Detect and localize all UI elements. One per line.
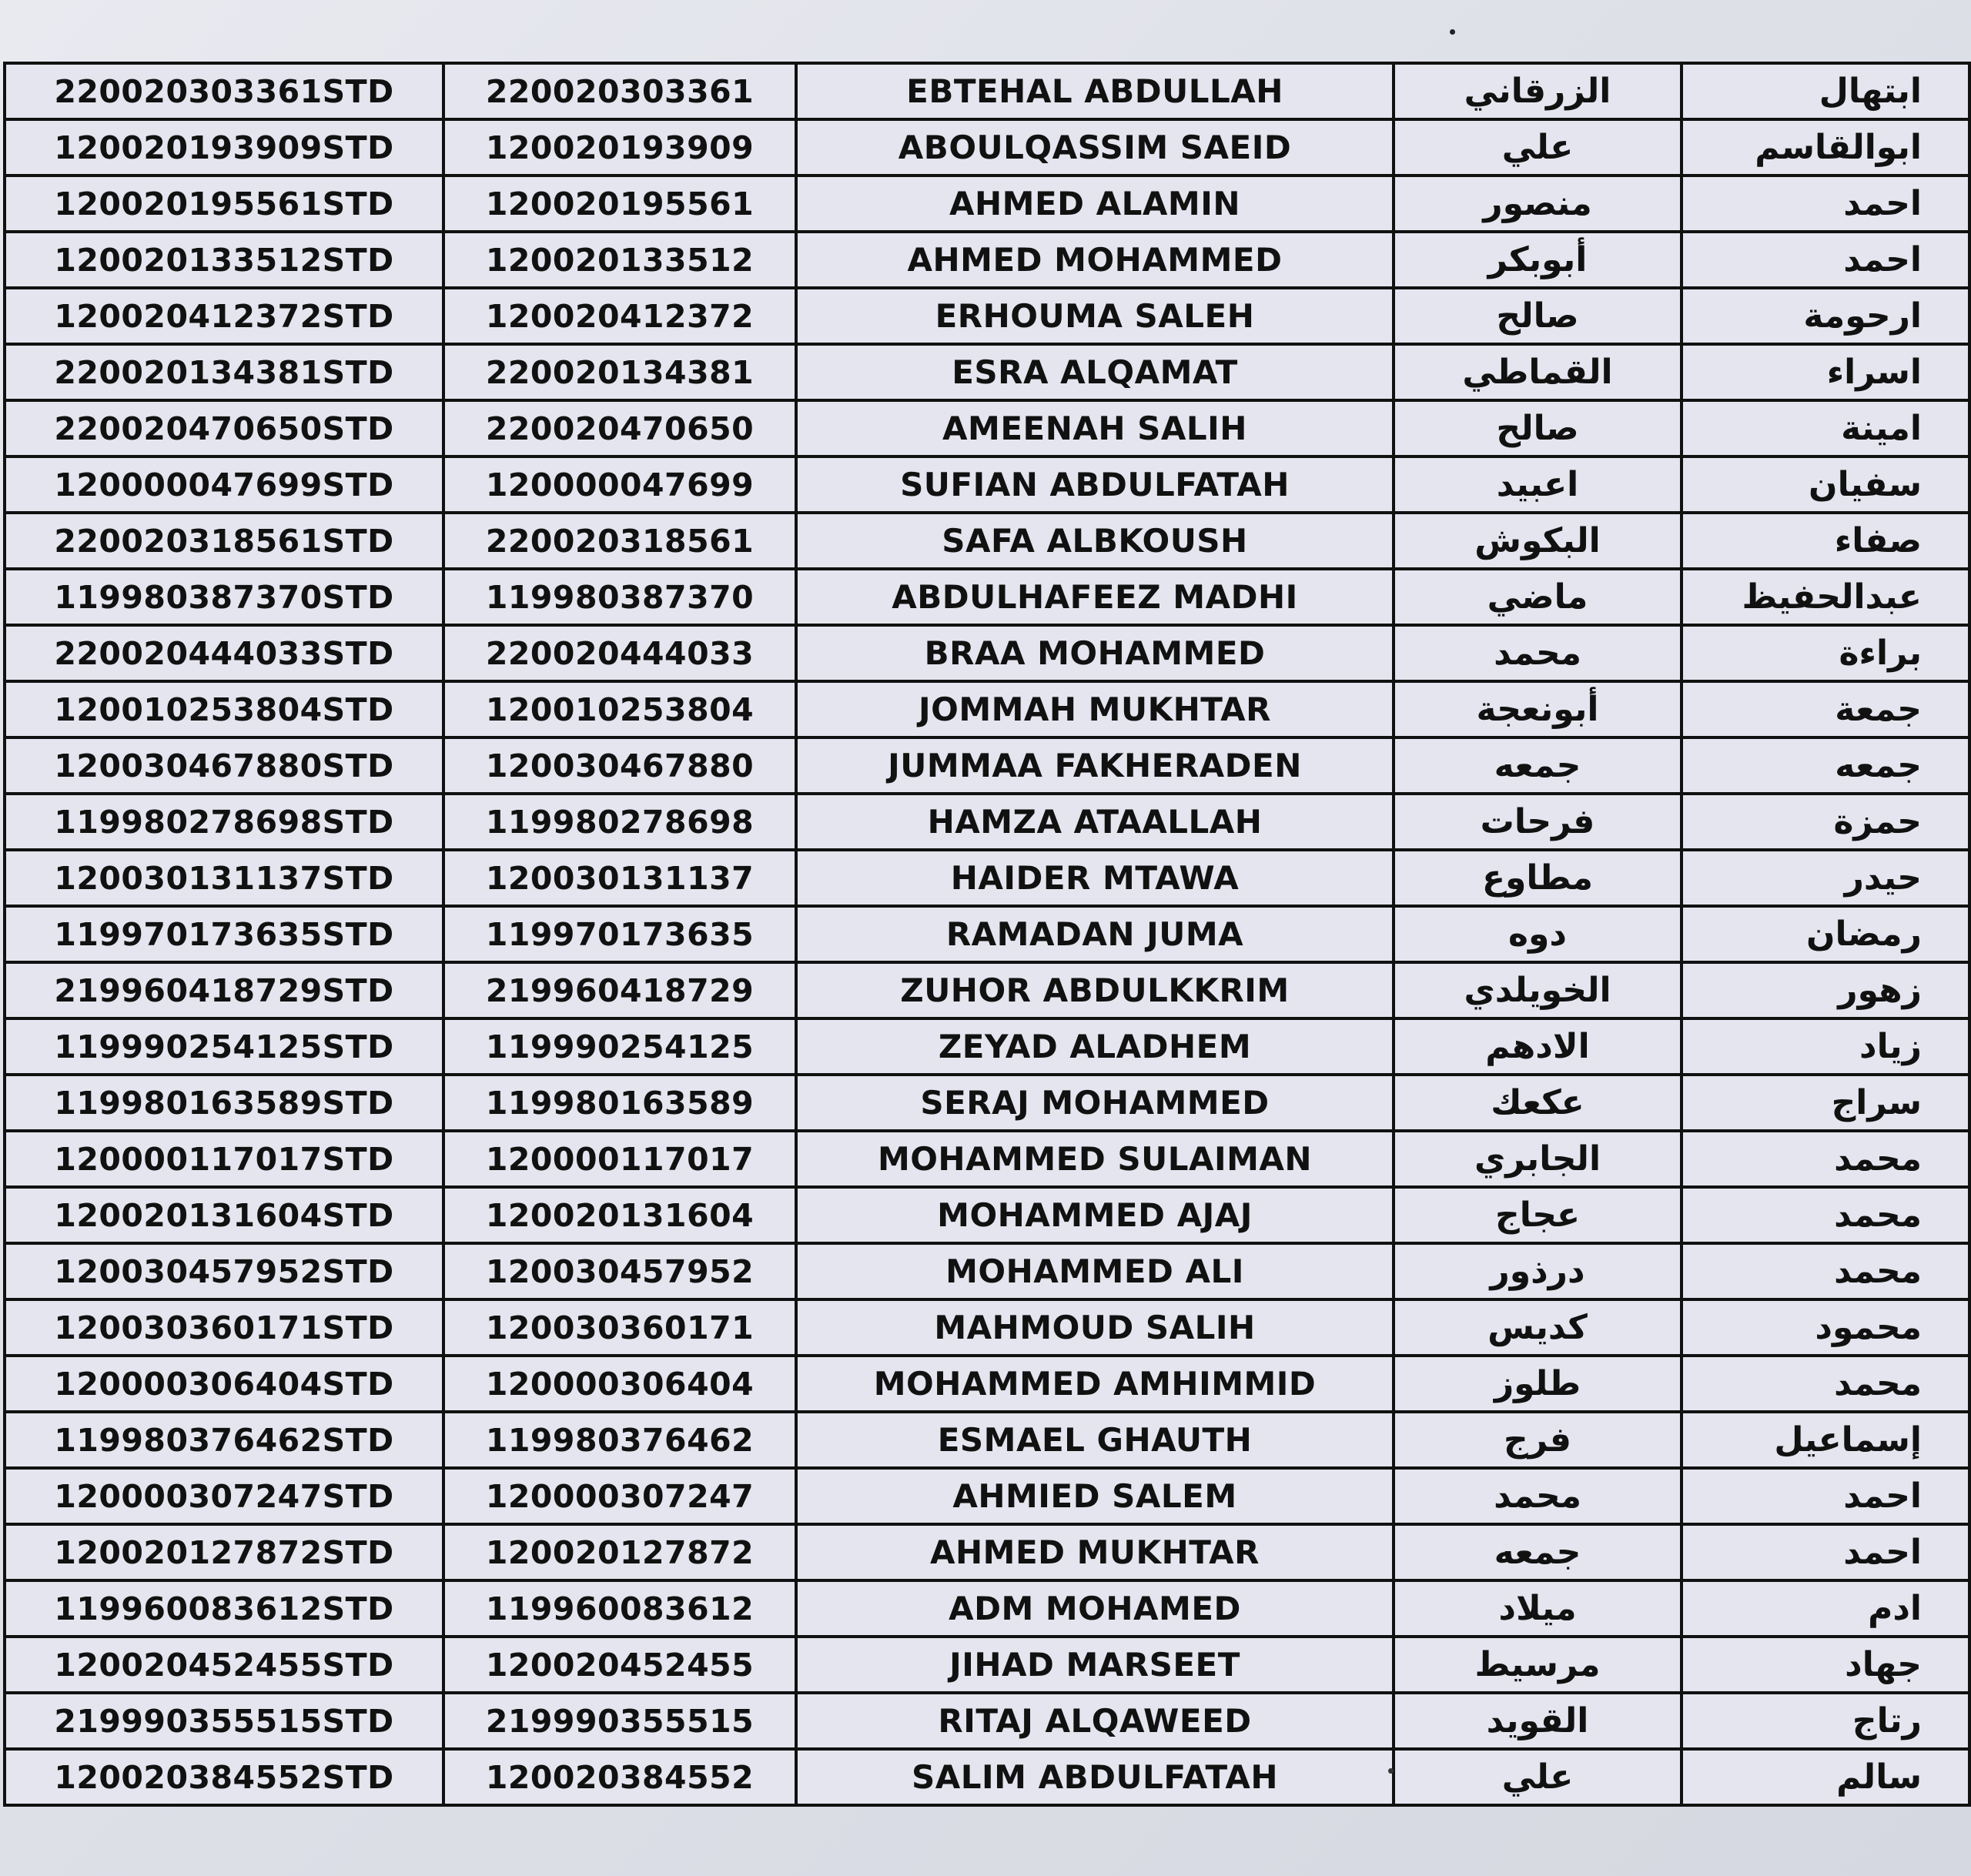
registration-number-cell: 120000306404STD	[5, 1356, 443, 1412]
registration-number-cell: 119980387370STD	[5, 569, 443, 625]
english-name-cell: ERHOUMA SALEH	[796, 288, 1394, 344]
first-name-arabic-cell: احمد	[1682, 1524, 1969, 1580]
student-id-cell: 119990254125	[443, 1018, 796, 1075]
registration-number-cell: 220020134381STD	[5, 344, 443, 400]
first-name-arabic-cell: زهور	[1682, 962, 1969, 1018]
student-id-cell: 120020193909	[443, 119, 796, 176]
english-name-cell: SAFA ALBKOUSH	[796, 513, 1394, 569]
table-row	[5, 1356, 1969, 1412]
student-id-cell: 120030360171	[443, 1299, 796, 1356]
registration-number-cell: 119960083612STD	[5, 1580, 443, 1637]
first-name-arabic-cell: حيدر	[1682, 850, 1969, 906]
first-name-arabic-cell: جمعة	[1682, 681, 1969, 737]
table-row	[5, 1580, 1969, 1637]
english-name-cell: ZEYAD ALADHEM	[796, 1018, 1394, 1075]
student-id-cell: 120020127872	[443, 1524, 796, 1580]
student-id-cell: 120010253804	[443, 681, 796, 737]
father-name-arabic-cell: عجاج	[1394, 1187, 1682, 1243]
table-row	[5, 794, 1969, 850]
registration-number-cell: 220020470650STD	[5, 400, 443, 456]
father-name-arabic-cell: مرسيط	[1394, 1637, 1682, 1693]
english-name-cell: MOHAMMED ALI	[796, 1243, 1394, 1299]
english-name-cell: JOMMAH MUKHTAR	[796, 681, 1394, 737]
first-name-arabic-cell: براءة	[1682, 625, 1969, 681]
table-row	[5, 1693, 1969, 1749]
father-name-arabic-cell: محمد	[1394, 1468, 1682, 1524]
student-id-cell: 120020195561	[443, 176, 796, 232]
father-name-arabic-cell: فرحات	[1394, 794, 1682, 850]
table-row	[5, 176, 1969, 232]
first-name-arabic-cell: جمعه	[1682, 737, 1969, 794]
father-name-arabic-cell: البكوش	[1394, 513, 1682, 569]
english-name-cell: HAIDER MTAWA	[796, 850, 1394, 906]
father-name-arabic-cell: الجابري	[1394, 1131, 1682, 1187]
father-name-arabic-cell: علي	[1394, 119, 1682, 176]
father-name-arabic-cell: محمد	[1394, 625, 1682, 681]
table-row	[5, 1524, 1969, 1580]
first-name-arabic-cell: رتاج	[1682, 1693, 1969, 1749]
table-row	[5, 1018, 1969, 1075]
registration-number-cell: 120020195561STD	[5, 176, 443, 232]
table-row	[5, 232, 1969, 288]
table-row	[5, 1131, 1969, 1187]
father-name-arabic-cell: اعبيد	[1394, 456, 1682, 513]
student-id-cell: 120020133512	[443, 232, 796, 288]
table-row	[5, 119, 1969, 176]
father-name-arabic-cell: ماضي	[1394, 569, 1682, 625]
registration-number-cell: 120020193909STD	[5, 119, 443, 176]
first-name-arabic-cell: ادم	[1682, 1580, 1969, 1637]
student-id-cell: 120020131604	[443, 1187, 796, 1243]
father-name-arabic-cell: صالح	[1394, 288, 1682, 344]
first-name-arabic-cell: ابتهال	[1682, 63, 1969, 119]
first-name-arabic-cell: حمزة	[1682, 794, 1969, 850]
registration-number-cell: 220020444033STD	[5, 625, 443, 681]
first-name-arabic-cell: امينة	[1682, 400, 1969, 456]
student-id-cell: 220020134381	[443, 344, 796, 400]
english-name-cell: JIHAD MARSEET	[796, 1637, 1394, 1693]
english-name-cell: AHMED MOHAMMED	[796, 232, 1394, 288]
english-name-cell: ADM MOHAMED	[796, 1580, 1394, 1637]
english-name-cell: RITAJ ALQAWEED	[796, 1693, 1394, 1749]
registration-number-cell: 120030360171STD	[5, 1299, 443, 1356]
first-name-arabic-cell: سراج	[1682, 1075, 1969, 1131]
student-id-cell: 120000117017	[443, 1131, 796, 1187]
father-name-arabic-cell: طلوز	[1394, 1356, 1682, 1412]
english-name-cell: MAHMOUD SALIH	[796, 1299, 1394, 1356]
first-name-arabic-cell: محمد	[1682, 1131, 1969, 1187]
father-name-arabic-cell: القويد	[1394, 1693, 1682, 1749]
student-id-cell: 119970173635	[443, 906, 796, 962]
registration-number-cell: 220020318561STD	[5, 513, 443, 569]
father-name-arabic-cell: القماطي	[1394, 344, 1682, 400]
registration-number-cell: 219960418729STD	[5, 962, 443, 1018]
english-name-cell: JUMMAA FAKHERADEN	[796, 737, 1394, 794]
registration-number-cell: 120000047699STD	[5, 456, 443, 513]
student-id-cell: 220020444033	[443, 625, 796, 681]
table-row	[5, 1468, 1969, 1524]
table-row	[5, 962, 1969, 1018]
table-row	[5, 63, 1969, 119]
registration-number-cell: 119980163589STD	[5, 1075, 443, 1131]
first-name-arabic-cell: صفاء	[1682, 513, 1969, 569]
first-name-arabic-cell: محمد	[1682, 1187, 1969, 1243]
ink-speck	[1388, 1768, 1394, 1774]
table-row	[5, 1187, 1969, 1243]
english-name-cell: AHMED ALAMIN	[796, 176, 1394, 232]
first-name-arabic-cell: ارحومة	[1682, 288, 1969, 344]
english-name-cell: ESMAEL GHAUTH	[796, 1412, 1394, 1468]
student-id-cell: 120020384552	[443, 1749, 796, 1805]
registration-number-cell: 120020127872STD	[5, 1524, 443, 1580]
english-name-cell: RAMADAN JUMA	[796, 906, 1394, 962]
father-name-arabic-cell: درذور	[1394, 1243, 1682, 1299]
father-name-arabic-cell: جمعه	[1394, 737, 1682, 794]
registration-number-cell: 120000307247STD	[5, 1468, 443, 1524]
father-name-arabic-cell: مطاوع	[1394, 850, 1682, 906]
father-name-arabic-cell: دوه	[1394, 906, 1682, 962]
table-row	[5, 400, 1969, 456]
registration-number-cell: 119980278698STD	[5, 794, 443, 850]
english-name-cell: SALIM ABDULFATAH	[796, 1749, 1394, 1805]
student-id-cell: 120030131137	[443, 850, 796, 906]
first-name-arabic-cell: سالم	[1682, 1749, 1969, 1805]
father-name-arabic-cell: أبوبكر	[1394, 232, 1682, 288]
english-name-cell: ZUHOR ABDULKKRIM	[796, 962, 1394, 1018]
father-name-arabic-cell: فرج	[1394, 1412, 1682, 1468]
table-row	[5, 513, 1969, 569]
english-name-cell: EBTEHAL ABDULLAH	[796, 63, 1394, 119]
student-id-cell: 120030467880	[443, 737, 796, 794]
ink-speck	[1450, 29, 1455, 35]
english-name-cell: AHMED MUKHTAR	[796, 1524, 1394, 1580]
table-row	[5, 1243, 1969, 1299]
registration-number-cell: 219990355515STD	[5, 1693, 443, 1749]
student-roster-table	[3, 62, 1971, 1807]
father-name-arabic-cell: كديس	[1394, 1299, 1682, 1356]
student-id-cell: 220020470650	[443, 400, 796, 456]
registration-number-cell: 120020384552STD	[5, 1749, 443, 1805]
english-name-cell: HAMZA ATAALLAH	[796, 794, 1394, 850]
father-name-arabic-cell: الادهم	[1394, 1018, 1682, 1075]
english-name-cell: BRAA MOHAMMED	[796, 625, 1394, 681]
table-row	[5, 1299, 1969, 1356]
table-row	[5, 625, 1969, 681]
english-name-cell: SUFIAN ABDULFATAH	[796, 456, 1394, 513]
table-row	[5, 850, 1969, 906]
student-id-cell: 119960083612	[443, 1580, 796, 1637]
english-name-cell: MOHAMMED SULAIMAN	[796, 1131, 1394, 1187]
student-id-cell: 120000307247	[443, 1468, 796, 1524]
registration-number-cell: 119980376462STD	[5, 1412, 443, 1468]
registration-number-cell: 119970173635STD	[5, 906, 443, 962]
student-id-cell: 120030457952	[443, 1243, 796, 1299]
first-name-arabic-cell: محمود	[1682, 1299, 1969, 1356]
table-row	[5, 569, 1969, 625]
table-row	[5, 288, 1969, 344]
english-name-cell: ABDULHAFEEZ MADHI	[796, 569, 1394, 625]
first-name-arabic-cell: ابوالقاسم	[1682, 119, 1969, 176]
registration-number-cell: 220020303361STD	[5, 63, 443, 119]
father-name-arabic-cell: منصور	[1394, 176, 1682, 232]
registration-number-cell: 120010253804STD	[5, 681, 443, 737]
english-name-cell: ABOULQASSIM SAEID	[796, 119, 1394, 176]
first-name-arabic-cell: سفيان	[1682, 456, 1969, 513]
english-name-cell: MOHAMMED AJAJ	[796, 1187, 1394, 1243]
table-row	[5, 344, 1969, 400]
table-row	[5, 1412, 1969, 1468]
student-id-cell: 120000306404	[443, 1356, 796, 1412]
table-row	[5, 681, 1969, 737]
first-name-arabic-cell: احمد	[1682, 232, 1969, 288]
father-name-arabic-cell: جمعه	[1394, 1524, 1682, 1580]
student-id-cell: 219960418729	[443, 962, 796, 1018]
english-name-cell: MOHAMMED AMHIMMID	[796, 1356, 1394, 1412]
father-name-arabic-cell: عكعك	[1394, 1075, 1682, 1131]
student-id-cell: 120020452455	[443, 1637, 796, 1693]
first-name-arabic-cell: احمد	[1682, 176, 1969, 232]
table-row	[5, 737, 1969, 794]
father-name-arabic-cell: الزرقاني	[1394, 63, 1682, 119]
first-name-arabic-cell: محمد	[1682, 1356, 1969, 1412]
student-id-cell: 120020412372	[443, 288, 796, 344]
registration-number-cell: 119990254125STD	[5, 1018, 443, 1075]
first-name-arabic-cell: محمد	[1682, 1243, 1969, 1299]
english-name-cell: AHMIED SALEM	[796, 1468, 1394, 1524]
student-id-cell: 119980278698	[443, 794, 796, 850]
first-name-arabic-cell: زياد	[1682, 1018, 1969, 1075]
student-id-cell: 220020303361	[443, 63, 796, 119]
roster-body	[5, 63, 1969, 1805]
table-row	[5, 1075, 1969, 1131]
father-name-arabic-cell: علي	[1394, 1749, 1682, 1805]
english-name-cell: SERAJ MOHAMMED	[796, 1075, 1394, 1131]
registration-number-cell: 120020452455STD	[5, 1637, 443, 1693]
student-id-cell: 219990355515	[443, 1693, 796, 1749]
registration-number-cell: 120020131604STD	[5, 1187, 443, 1243]
student-id-cell: 119980163589	[443, 1075, 796, 1131]
father-name-arabic-cell: صالح	[1394, 400, 1682, 456]
registration-number-cell: 120030131137STD	[5, 850, 443, 906]
english-name-cell: ESRA ALQAMAT	[796, 344, 1394, 400]
registration-number-cell: 120030467880STD	[5, 737, 443, 794]
registration-number-cell: 120030457952STD	[5, 1243, 443, 1299]
registration-number-cell: 120020133512STD	[5, 232, 443, 288]
table-row	[5, 1749, 1969, 1805]
student-id-cell: 119980376462	[443, 1412, 796, 1468]
table-row	[5, 906, 1969, 962]
first-name-arabic-cell: اسراء	[1682, 344, 1969, 400]
first-name-arabic-cell: عبدالحفيظ	[1682, 569, 1969, 625]
father-name-arabic-cell: الخويلدي	[1394, 962, 1682, 1018]
first-name-arabic-cell: جهاد	[1682, 1637, 1969, 1693]
first-name-arabic-cell: احمد	[1682, 1468, 1969, 1524]
table-row	[5, 1637, 1969, 1693]
student-id-cell: 120000047699	[443, 456, 796, 513]
first-name-arabic-cell: إسماعيل	[1682, 1412, 1969, 1468]
english-name-cell: AMEENAH SALIH	[796, 400, 1394, 456]
registration-number-cell: 120000117017STD	[5, 1131, 443, 1187]
student-id-cell: 119980387370	[443, 569, 796, 625]
registration-number-cell: 120020412372STD	[5, 288, 443, 344]
father-name-arabic-cell: ميلاد	[1394, 1580, 1682, 1637]
table-row	[5, 456, 1969, 513]
father-name-arabic-cell: أبونعجة	[1394, 681, 1682, 737]
first-name-arabic-cell: رمضان	[1682, 906, 1969, 962]
student-id-cell: 220020318561	[443, 513, 796, 569]
